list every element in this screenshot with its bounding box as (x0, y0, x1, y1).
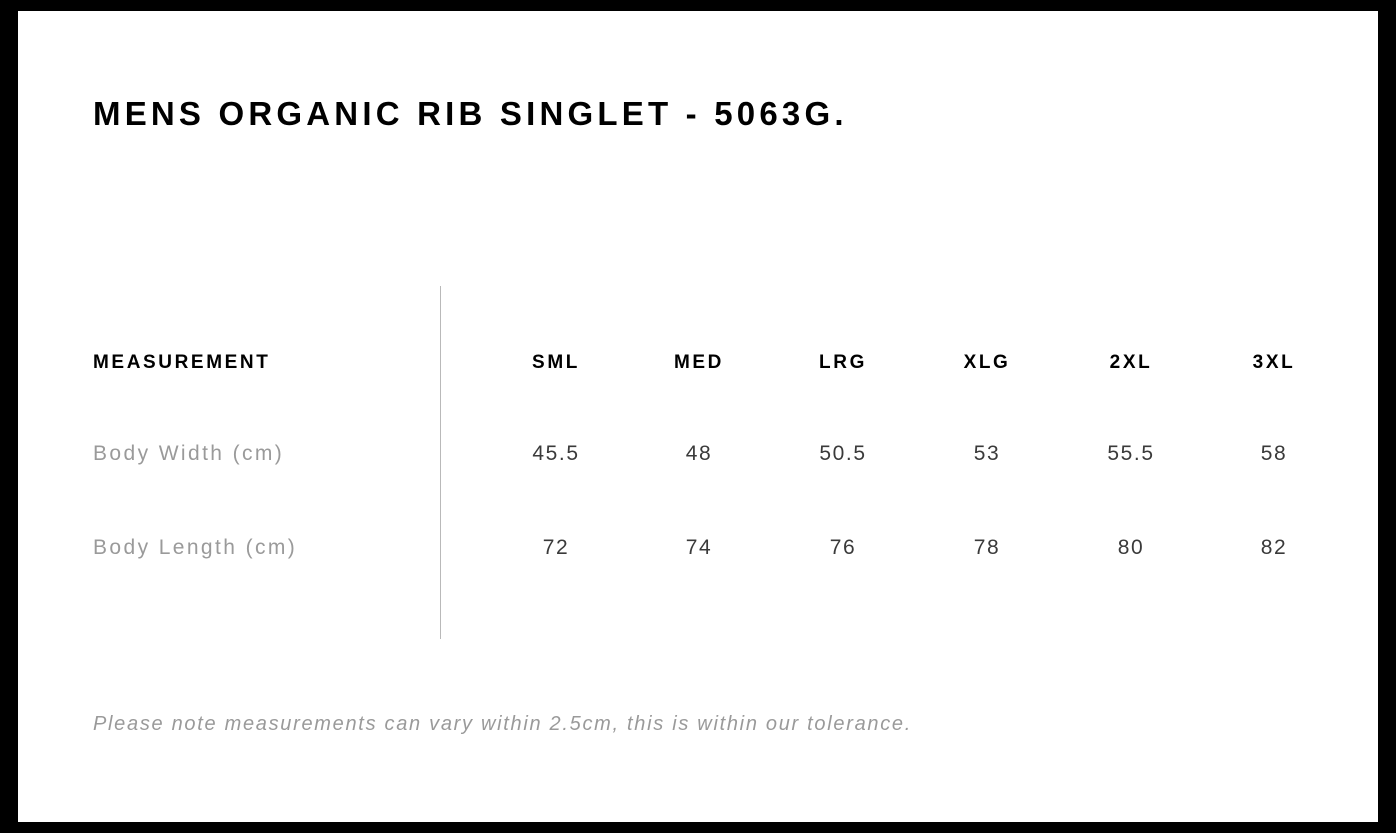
column-header-2xl: 2XL (1109, 352, 1153, 373)
column-header-xlg: XLG (963, 352, 1011, 373)
column-header-sml: SML (532, 352, 580, 373)
size-chart-page (18, 11, 1378, 822)
cell-body-length-med: 74 (685, 536, 713, 559)
cell-body-length-sml: 72 (542, 536, 570, 559)
column-header-3xl: 3XL (1252, 352, 1296, 373)
cell-body-width-xlg: 53 (973, 442, 1001, 465)
cell-body-width-2xl: 55.5 (1107, 442, 1155, 465)
cell-body-width-sml: 45.5 (532, 442, 580, 465)
cell-body-length-xlg: 78 (973, 536, 1001, 559)
column-header-measurement: MEASUREMENT (93, 352, 271, 373)
tolerance-note: Please note measurements can vary within 2.5cm, this is within our tolerance. (93, 713, 912, 735)
column-header-lrg: LRG (819, 352, 867, 373)
page-title: MENS ORGANIC RIB SINGLET - 5063G. (93, 95, 848, 132)
cell-body-width-med: 48 (685, 442, 713, 465)
row-label-body-length: Body Length (cm) (93, 536, 298, 559)
cell-body-length-lrg: 76 (829, 536, 857, 559)
cell-body-width-3xl: 58 (1260, 442, 1288, 465)
table-divider-line (440, 286, 441, 639)
cell-body-length-3xl: 82 (1260, 536, 1288, 559)
cell-body-width-lrg: 50.5 (819, 442, 867, 465)
column-header-med: MED (673, 352, 725, 373)
cell-body-length-2xl: 80 (1117, 536, 1145, 559)
row-label-body-width: Body Width (cm) (93, 442, 285, 465)
